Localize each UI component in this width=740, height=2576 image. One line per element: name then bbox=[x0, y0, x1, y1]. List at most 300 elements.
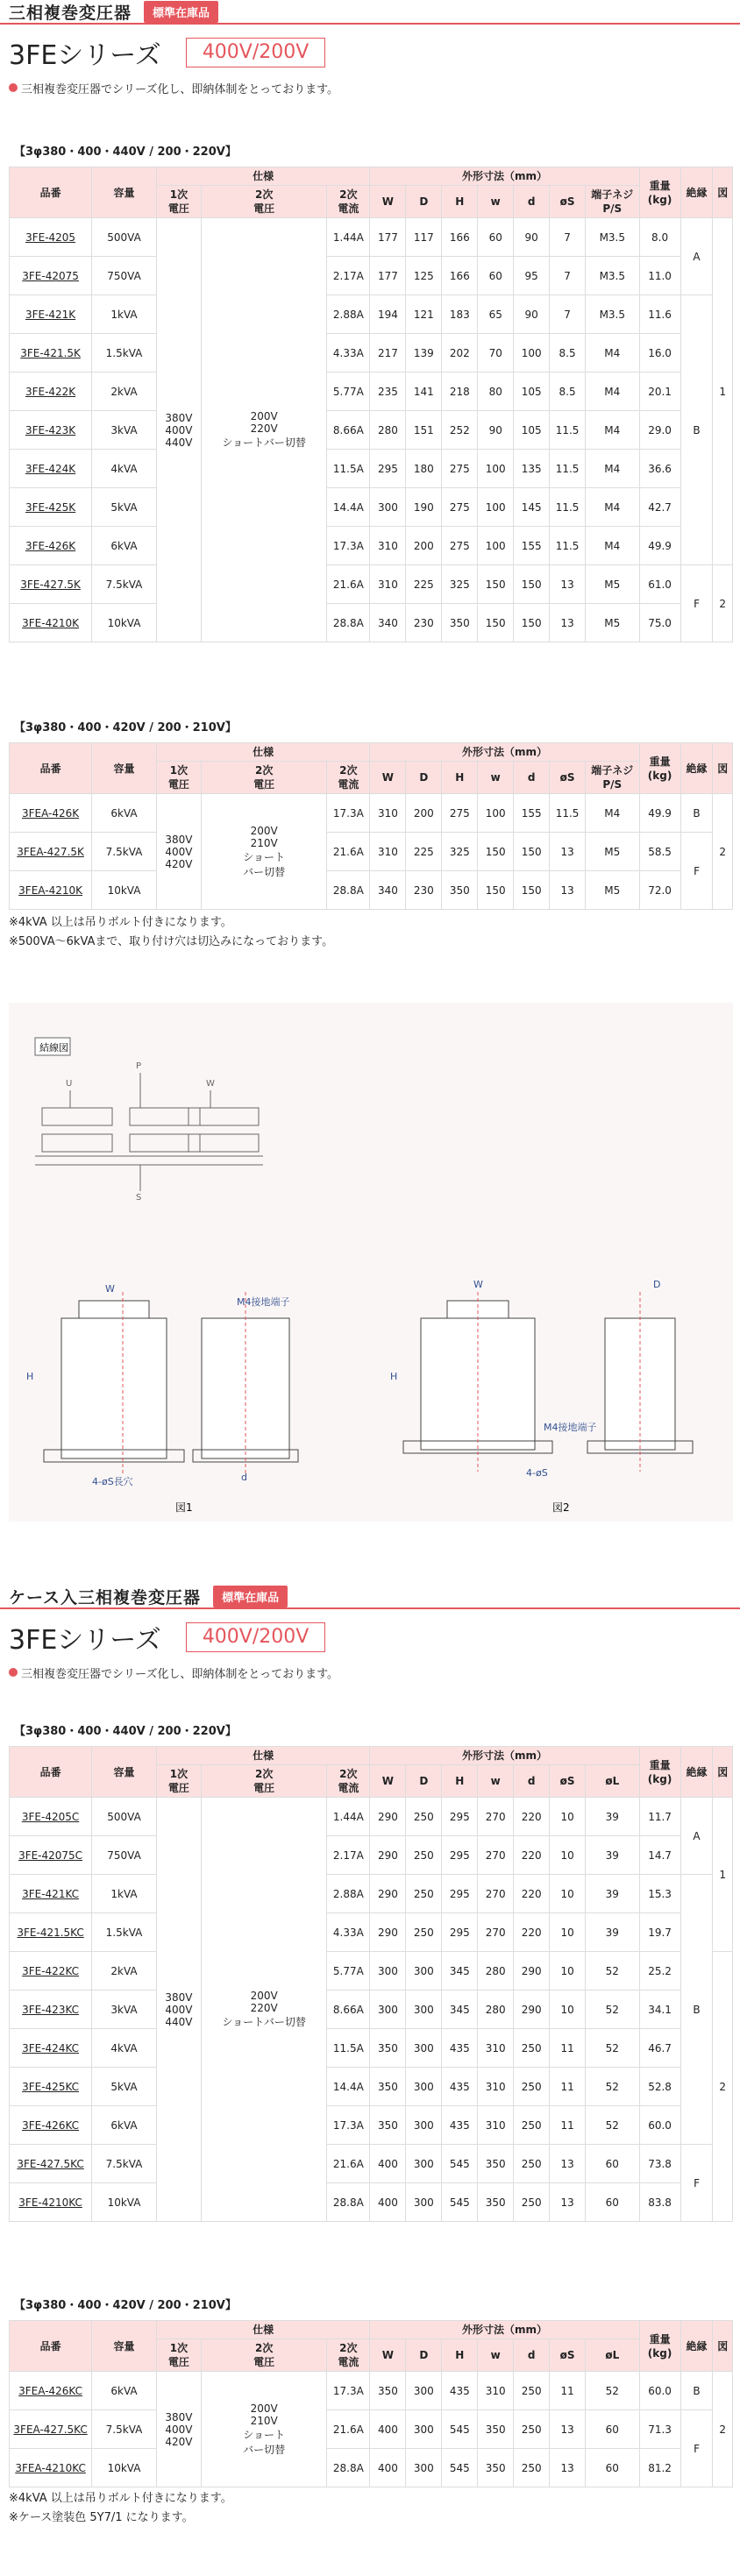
series-title: 3FEシリーズ bbox=[9, 1625, 161, 1656]
spec-table-4 bbox=[9, 2320, 733, 2487]
table-cell: 17.3A bbox=[327, 794, 370, 833]
table-cell: 4.33A bbox=[327, 1913, 370, 1952]
table-header-cell: 外形寸法（mm） bbox=[370, 167, 639, 186]
table-cell: 295 bbox=[442, 1875, 478, 1913]
table-cell: 1.44A bbox=[327, 218, 370, 257]
table-header-cell: 2次 電圧 bbox=[202, 186, 327, 218]
table-cell: 400 bbox=[370, 2449, 406, 2487]
table-cell: M5 bbox=[586, 565, 639, 604]
table-cell: 150 bbox=[478, 871, 514, 910]
table-cell: 10 bbox=[550, 1798, 586, 1836]
table-cell: 5.77A bbox=[327, 1952, 370, 1991]
table-cell: 17.3A bbox=[327, 2106, 370, 2145]
table-cell: 155 bbox=[514, 527, 550, 565]
table-cell: 295 bbox=[442, 1836, 478, 1875]
table-cell: 16.0 bbox=[639, 334, 680, 373]
table-cell: 150 bbox=[514, 565, 550, 604]
table-cell: 3FE-421.5K bbox=[10, 334, 92, 373]
table-cell: 300 bbox=[406, 2068, 442, 2106]
svg-text:U: U bbox=[66, 1079, 73, 1089]
table-cell: 435 bbox=[442, 2029, 478, 2068]
hole-label2: 4-øS bbox=[526, 1467, 548, 1479]
table-cell: 190 bbox=[406, 488, 442, 527]
table-cell: 7 bbox=[550, 295, 586, 334]
table-cell: 39 bbox=[586, 1836, 639, 1875]
table-row bbox=[10, 833, 733, 871]
table-cell: 61.0 bbox=[639, 565, 680, 604]
table-header-cell: H bbox=[442, 762, 478, 794]
table-cell: 121 bbox=[406, 295, 442, 334]
voltage-label: 400V/200V bbox=[186, 1622, 326, 1652]
table-cell: 10 bbox=[550, 1913, 586, 1952]
table-cell: 1kVA bbox=[92, 1875, 157, 1913]
table-cell: 7.5kVA bbox=[92, 2145, 157, 2183]
bullet-icon bbox=[9, 1668, 18, 1677]
table-cell: 325 bbox=[442, 833, 478, 871]
table-header-cell: W bbox=[370, 186, 406, 218]
table-cell: 11.0 bbox=[639, 257, 680, 295]
table-cell: 2kVA bbox=[92, 373, 157, 411]
table-cell: 217 bbox=[370, 334, 406, 373]
table-cell: 270 bbox=[478, 1798, 514, 1836]
table-header-cell: D bbox=[406, 1765, 442, 1798]
table-header-cell: d bbox=[514, 762, 550, 794]
table-cell: 3FE-424K bbox=[10, 450, 92, 488]
table-header-cell: 仕様 bbox=[156, 167, 370, 186]
table-cell: 3FEA-4210KC bbox=[10, 2449, 92, 2487]
table-cell: 200V 220V ショートバー切替 bbox=[202, 218, 327, 642]
table-cell: 275 bbox=[442, 794, 478, 833]
table-cell: 10 bbox=[550, 1875, 586, 1913]
table-cell: M4 bbox=[586, 373, 639, 411]
table-cell: M3.5 bbox=[586, 257, 639, 295]
table-cell: 295 bbox=[442, 1913, 478, 1952]
table-cell: 3FE-421.5KC bbox=[10, 1913, 92, 1952]
table-row bbox=[10, 450, 733, 488]
table-cell: 200V 220V ショートバー切替 bbox=[202, 1798, 327, 2222]
table-cell: 8.0 bbox=[639, 218, 680, 257]
table-cell: 3FE-425KC bbox=[10, 2068, 92, 2106]
spec-table-1 bbox=[9, 167, 733, 642]
footnote: ※ケース塗装色 5Y7/1 になります。 bbox=[9, 2511, 194, 2524]
table-cell: 7.5kVA bbox=[92, 2410, 157, 2449]
table-row bbox=[10, 218, 733, 257]
table-cell: 3FE-426K bbox=[10, 527, 92, 565]
table-cell: 21.6A bbox=[327, 2410, 370, 2449]
dim-H2: H bbox=[390, 1371, 398, 1382]
table-2-block bbox=[0, 706, 740, 952]
table-cell: 183 bbox=[442, 295, 478, 334]
table-cell: 235 bbox=[370, 373, 406, 411]
svg-text:P: P bbox=[136, 1061, 142, 1071]
table-cell: 290 bbox=[370, 1875, 406, 1913]
table-cell: 60 bbox=[478, 257, 514, 295]
table-cell: 200V 210V ショート バー切替 bbox=[202, 2372, 327, 2487]
table-header-cell: 外形寸法（mm） bbox=[370, 2321, 639, 2339]
table-cell: 345 bbox=[442, 1991, 478, 2029]
table-cell: 39 bbox=[586, 1798, 639, 1836]
table-cell: 150 bbox=[514, 833, 550, 871]
table-cell: 202 bbox=[442, 334, 478, 373]
table-cell: 11 bbox=[550, 2106, 586, 2145]
table-cell: 3FE-425K bbox=[10, 488, 92, 527]
table-cell: 200 bbox=[406, 527, 442, 565]
series-row bbox=[0, 33, 740, 72]
table-cell: B bbox=[680, 794, 713, 833]
table-cell: 350 bbox=[370, 2372, 406, 2410]
table-band: 【3φ380・400・440V / 200・220V】 bbox=[9, 1718, 731, 1746]
table-header-cell: 図 bbox=[713, 743, 733, 794]
table-cell: 52 bbox=[586, 1991, 639, 2029]
table-header-cell: øS bbox=[550, 186, 586, 218]
table-1-block bbox=[0, 138, 740, 642]
table-cell: 275 bbox=[442, 450, 478, 488]
table-cell: 230 bbox=[406, 604, 442, 642]
table-cell: 194 bbox=[370, 295, 406, 334]
table-cell: 155 bbox=[514, 794, 550, 833]
table-cell: M4 bbox=[586, 794, 639, 833]
table-header-cell: 容量 bbox=[92, 1747, 157, 1798]
table-cell: 8.5 bbox=[550, 373, 586, 411]
table-cell: 250 bbox=[406, 1913, 442, 1952]
table-cell: 150 bbox=[478, 833, 514, 871]
table-cell: 2.17A bbox=[327, 1836, 370, 1875]
table-header-cell: W bbox=[370, 1765, 406, 1798]
table-cell: 2.88A bbox=[327, 1875, 370, 1913]
table-cell: 81.2 bbox=[639, 2449, 680, 2487]
table-cell: 295 bbox=[442, 1798, 478, 1836]
ground-label: M4接地端子 bbox=[237, 1296, 290, 1308]
table-cell: 28.8A bbox=[327, 2449, 370, 2487]
table-header-cell: 1次 電圧 bbox=[156, 762, 201, 794]
table-cell: 180 bbox=[406, 450, 442, 488]
table-cell: 135 bbox=[514, 450, 550, 488]
table-cell: 340 bbox=[370, 604, 406, 642]
table-row bbox=[10, 1798, 733, 1836]
table-row bbox=[10, 2449, 733, 2487]
table-cell: 52 bbox=[586, 2068, 639, 2106]
table-cell: 300 bbox=[406, 2372, 442, 2410]
table-cell: F bbox=[680, 2145, 713, 2222]
table-cell: 49.9 bbox=[639, 527, 680, 565]
table-row bbox=[10, 257, 733, 295]
table-header-cell: 外形寸法（mm） bbox=[370, 1747, 639, 1765]
table-row bbox=[10, 871, 733, 910]
table-cell: 270 bbox=[478, 1913, 514, 1952]
table-cell: 60 bbox=[586, 2449, 639, 2487]
spec-table-2 bbox=[9, 742, 733, 910]
table-cell: 80 bbox=[478, 373, 514, 411]
table-cell: 150 bbox=[478, 565, 514, 604]
table-cell: 10kVA bbox=[92, 604, 157, 642]
table-cell: F bbox=[680, 833, 713, 910]
table-cell: 300 bbox=[370, 1991, 406, 2029]
table-cell: 750VA bbox=[92, 257, 157, 295]
bullet-icon bbox=[9, 83, 18, 92]
table-cell: 11 bbox=[550, 2068, 586, 2106]
table-header-cell: H bbox=[442, 1765, 478, 1798]
table-cell: 220 bbox=[514, 1836, 550, 1875]
table-cell: 8.66A bbox=[327, 1991, 370, 2029]
table-cell: 151 bbox=[406, 411, 442, 450]
table-row bbox=[10, 488, 733, 527]
table-cell: 2 bbox=[713, 565, 733, 642]
table-cell: 15.3 bbox=[639, 1875, 680, 1913]
table-band: 【3φ380・400・420V / 200・210V】 bbox=[9, 2292, 731, 2320]
table-cell: 21.6A bbox=[327, 833, 370, 871]
table-cell: 2 bbox=[713, 794, 733, 910]
table-band: 【3φ380・400・420V / 200・210V】 bbox=[9, 714, 731, 742]
table-cell: 3FE-4210K bbox=[10, 604, 92, 642]
table-header-cell: 仕様 bbox=[156, 743, 370, 762]
table-header-cell: 2次 電圧 bbox=[202, 2339, 327, 2372]
table-cell: 105 bbox=[514, 373, 550, 411]
table-cell: 13 bbox=[550, 2410, 586, 2449]
table-cell: 13 bbox=[550, 833, 586, 871]
table-cell: 71.3 bbox=[639, 2410, 680, 2449]
dim-W2: W bbox=[473, 1279, 483, 1290]
table-cell: 60 bbox=[586, 2145, 639, 2183]
section-2 bbox=[0, 1585, 740, 1683]
table-header-cell: 外形寸法（mm） bbox=[370, 743, 639, 762]
table-cell: 52.8 bbox=[639, 2068, 680, 2106]
table-cell: 3FE-4205 bbox=[10, 218, 92, 257]
table-header-cell: w bbox=[478, 762, 514, 794]
table-cell: 310 bbox=[370, 794, 406, 833]
table-cell: 83.8 bbox=[639, 2183, 680, 2222]
series-row bbox=[0, 1618, 740, 1657]
table-cell: 11.5 bbox=[550, 794, 586, 833]
table-cell: 310 bbox=[478, 2068, 514, 2106]
table-cell: 34.1 bbox=[639, 1991, 680, 2029]
series-note bbox=[0, 1662, 740, 1683]
table-cell: 28.8A bbox=[327, 2183, 370, 2222]
table-cell: 8.5 bbox=[550, 334, 586, 373]
table-cell: 11.5 bbox=[550, 411, 586, 450]
table-header-cell: 絶縁 bbox=[680, 167, 713, 218]
table-cell: 3kVA bbox=[92, 1991, 157, 2029]
table-cell: 1kVA bbox=[92, 295, 157, 334]
wiring-diagram-panel bbox=[9, 1003, 733, 1522]
table-cell: 2.88A bbox=[327, 295, 370, 334]
table-cell: 7 bbox=[550, 218, 586, 257]
table-cell: 58.5 bbox=[639, 833, 680, 871]
table-row bbox=[10, 1836, 733, 1875]
table-row bbox=[10, 1952, 733, 1991]
table-cell: 350 bbox=[478, 2183, 514, 2222]
table-header-cell: 端子ネジ P/S bbox=[586, 762, 639, 794]
table-cell: A bbox=[680, 1798, 713, 1875]
table-cell: 380V 400V 420V bbox=[156, 794, 201, 910]
table-cell: 300 bbox=[406, 2449, 442, 2487]
table-header-cell: H bbox=[442, 186, 478, 218]
table-cell: 10kVA bbox=[92, 2449, 157, 2487]
table-header-cell: 1次 電圧 bbox=[156, 2339, 201, 2372]
table-cell: 10 bbox=[550, 1952, 586, 1991]
table-cell: 72.0 bbox=[639, 871, 680, 910]
table-cell: 2kVA bbox=[92, 1952, 157, 1991]
table-cell: 65 bbox=[478, 295, 514, 334]
dim-W: W bbox=[105, 1283, 115, 1295]
table-cell: 270 bbox=[478, 1836, 514, 1875]
table-cell: 230 bbox=[406, 871, 442, 910]
table-cell: 100 bbox=[478, 488, 514, 527]
table-cell: 117 bbox=[406, 218, 442, 257]
table-cell: 90 bbox=[514, 218, 550, 257]
table-cell: 350 bbox=[370, 2068, 406, 2106]
svg-text:S: S bbox=[136, 1193, 142, 1203]
table-cell: 270 bbox=[478, 1875, 514, 1913]
table-cell: 350 bbox=[370, 2106, 406, 2145]
table-header-cell: d bbox=[514, 1765, 550, 1798]
fig2-label: 図2 bbox=[552, 1501, 570, 1514]
table-cell: 3FE-4205C bbox=[10, 1798, 92, 1836]
table-header-cell: w bbox=[478, 186, 514, 218]
dim-D: D bbox=[653, 1279, 661, 1290]
table-cell: M4 bbox=[586, 488, 639, 527]
fig1-label: 図1 bbox=[175, 1501, 193, 1514]
table-cell: 220 bbox=[514, 1798, 550, 1836]
table-cell: 139 bbox=[406, 334, 442, 373]
dim-H: H bbox=[26, 1371, 34, 1382]
table-cell: 250 bbox=[514, 2449, 550, 2487]
stock-badge: 標準在庫品 bbox=[213, 1586, 288, 1607]
table-cell: 250 bbox=[406, 1875, 442, 1913]
table-row bbox=[10, 604, 733, 642]
footnotes-2 bbox=[0, 2489, 740, 2528]
table-cell: 3FE-423K bbox=[10, 411, 92, 450]
table-cell: 435 bbox=[442, 2372, 478, 2410]
table-cell: 1.5kVA bbox=[92, 1913, 157, 1952]
table-cell: 280 bbox=[478, 1952, 514, 1991]
table-cell: 4kVA bbox=[92, 450, 157, 488]
table-cell: 2 bbox=[713, 1952, 733, 2222]
table-cell: 4kVA bbox=[92, 2029, 157, 2068]
table-cell: 19.7 bbox=[639, 1913, 680, 1952]
table-header-cell: 品番 bbox=[10, 167, 92, 218]
table-cell: 300 bbox=[370, 1952, 406, 1991]
table-row bbox=[10, 2145, 733, 2183]
table-row bbox=[10, 2068, 733, 2106]
table-cell: 5kVA bbox=[92, 2068, 157, 2106]
table-row bbox=[10, 295, 733, 334]
series-note bbox=[0, 77, 740, 98]
table-cell: 14.4A bbox=[327, 2068, 370, 2106]
table-row bbox=[10, 527, 733, 565]
table-cell: 310 bbox=[370, 527, 406, 565]
table-cell: 10 bbox=[550, 1836, 586, 1875]
table-cell: 20.1 bbox=[639, 373, 680, 411]
table-header-cell: 絶縁 bbox=[680, 743, 713, 794]
table-header-cell: øS bbox=[550, 762, 586, 794]
table-header-cell: 容量 bbox=[92, 167, 157, 218]
table-header-cell: 1次 電圧 bbox=[156, 186, 201, 218]
table-row bbox=[10, 2106, 733, 2145]
table-cell: 60 bbox=[478, 218, 514, 257]
table-cell: M5 bbox=[586, 871, 639, 910]
table-row bbox=[10, 334, 733, 373]
table-cell: 52 bbox=[586, 2372, 639, 2410]
table-cell: 11 bbox=[550, 2372, 586, 2410]
table-cell: 300 bbox=[370, 488, 406, 527]
table-row bbox=[10, 373, 733, 411]
table-cell: 7.5kVA bbox=[92, 833, 157, 871]
table-cell: 310 bbox=[478, 2106, 514, 2145]
table-cell: 250 bbox=[406, 1836, 442, 1875]
table-cell: 6kVA bbox=[92, 794, 157, 833]
table-cell: 166 bbox=[442, 218, 478, 257]
table-cell: 3FE-421KC bbox=[10, 1875, 92, 1913]
table-cell: 13 bbox=[550, 2449, 586, 2487]
table-cell: 3FEA-4210K bbox=[10, 871, 92, 910]
table-cell: 11.6 bbox=[639, 295, 680, 334]
table-cell: 350 bbox=[478, 2410, 514, 2449]
table-header-cell: øS bbox=[550, 2339, 586, 2372]
table-header-cell: H bbox=[442, 2339, 478, 2372]
table-header-cell: 2次 電流 bbox=[327, 762, 370, 794]
table-cell: 60.0 bbox=[639, 2372, 680, 2410]
table-header-cell: 仕様 bbox=[156, 2321, 370, 2339]
table-cell: 435 bbox=[442, 2068, 478, 2106]
voltage-label: 400V/200V bbox=[186, 38, 326, 67]
diagram-svg bbox=[9, 1003, 733, 1522]
table-cell: 380V 400V 420V bbox=[156, 2372, 201, 2487]
table-cell: 11.7 bbox=[639, 1798, 680, 1836]
table-header-cell: 1次 電圧 bbox=[156, 1765, 201, 1798]
table-cell: 300 bbox=[406, 2183, 442, 2222]
table-cell: 21.6A bbox=[327, 565, 370, 604]
footnote: ※4kVA 以上は吊りボルト付きになります。 bbox=[9, 2492, 232, 2505]
table-cell: 3kVA bbox=[92, 411, 157, 450]
table-cell: 39 bbox=[586, 1913, 639, 1952]
table-row bbox=[10, 2372, 733, 2410]
table-header-cell: D bbox=[406, 186, 442, 218]
table-cell: 125 bbox=[406, 257, 442, 295]
table-cell: 100 bbox=[514, 334, 550, 373]
dim-d: d bbox=[241, 1472, 247, 1483]
table-header-cell: d bbox=[514, 186, 550, 218]
section-header bbox=[0, 1585, 740, 1609]
table-cell: 200V 210V ショート バー切替 bbox=[202, 794, 327, 910]
table-header-cell: D bbox=[406, 2339, 442, 2372]
table-header-cell: 2次 電圧 bbox=[202, 1765, 327, 1798]
table-header-cell: 重量 (kg) bbox=[639, 743, 680, 794]
table-header-cell: øL bbox=[586, 1765, 639, 1798]
table-cell: 545 bbox=[442, 2449, 478, 2487]
table-cell: 218 bbox=[442, 373, 478, 411]
footnote: ※500VA～6kVAまで、取り付け穴は切込みになっております。 bbox=[9, 935, 334, 948]
table-row bbox=[10, 2029, 733, 2068]
table-cell: 3FE-427.5K bbox=[10, 565, 92, 604]
table-cell: 300 bbox=[406, 2029, 442, 2068]
table-cell: 100 bbox=[478, 450, 514, 488]
table-cell: 3FEA-426K bbox=[10, 794, 92, 833]
table-cell: 60 bbox=[586, 2410, 639, 2449]
table-cell: 52 bbox=[586, 2029, 639, 2068]
table-header-cell: w bbox=[478, 1765, 514, 1798]
table-cell: 5.77A bbox=[327, 373, 370, 411]
table-cell: 545 bbox=[442, 2183, 478, 2222]
table-header-cell: 品番 bbox=[10, 743, 92, 794]
table-cell: 2 bbox=[713, 2372, 733, 2487]
table-cell: 500VA bbox=[92, 1798, 157, 1836]
table-cell: 5kVA bbox=[92, 488, 157, 527]
table-cell: 250 bbox=[514, 2372, 550, 2410]
table-cell: 46.7 bbox=[639, 2029, 680, 2068]
series-title: 3FEシリーズ bbox=[9, 40, 161, 71]
table-cell: 275 bbox=[442, 488, 478, 527]
table-cell: 177 bbox=[370, 257, 406, 295]
